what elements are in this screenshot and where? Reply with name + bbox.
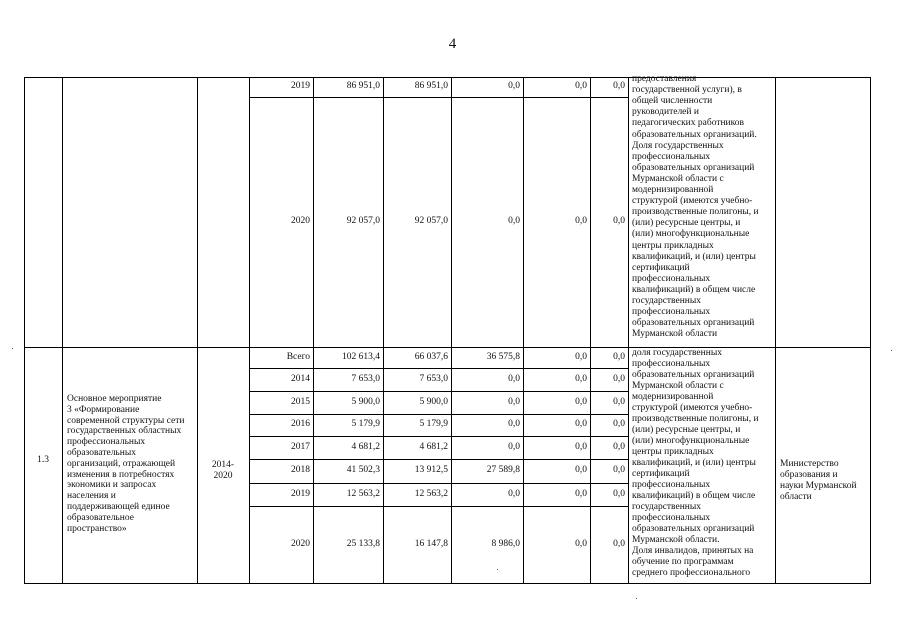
indicator-text: сертификаций [632, 262, 690, 273]
table-grid-line [197, 77, 198, 584]
amount-cell: 0,0 [613, 216, 625, 226]
amount-cell: 13 912,5 [414, 465, 448, 475]
table-grid-line [870, 77, 871, 584]
indicator-text: (или) многофункциональные [632, 229, 750, 240]
indicator-text: профессиональных [632, 480, 711, 490]
indicator-text: среднего профессионального [632, 568, 751, 578]
indicator-text: педагогических работников [632, 118, 745, 129]
amount-cell: 4 681,2 [351, 442, 380, 452]
year-cell: 2020 [291, 216, 310, 226]
year-cell: 2016 [291, 419, 310, 429]
amount-cell: 0,0 [613, 489, 625, 499]
amount-cell: 5 900,0 [419, 397, 448, 407]
amount-cell: 0,0 [508, 216, 520, 226]
indicator-text: центры прикладных [632, 240, 714, 251]
table-grid-line [590, 77, 591, 584]
table-grid-line [249, 459, 629, 460]
activity-text: 3 «Формирование [67, 404, 140, 415]
year-cell: 2019 [291, 489, 310, 499]
activity-text: профессиональных [67, 437, 146, 448]
indicator-text: Доля государственных [632, 140, 724, 151]
amount-cell: 16 147,8 [414, 539, 448, 549]
amount-cell: 66 037,6 [414, 352, 448, 362]
amount-cell: 86 951,0 [346, 81, 380, 91]
executor-text: науки Мурманской [780, 481, 857, 491]
scan-speck [636, 598, 637, 599]
table-grid-line [249, 391, 629, 392]
table-grid-line [249, 483, 629, 484]
indicator-text: Мурманской области [632, 329, 718, 340]
amount-cell: 0,0 [575, 465, 587, 475]
amount-cell: 0,0 [575, 352, 587, 362]
scan-speck [12, 348, 13, 349]
amount-cell: 25 133,8 [346, 539, 380, 549]
amount-cell: 0,0 [508, 374, 520, 384]
year-cell: Всего [286, 352, 310, 362]
indicator-text: государственной услуги), в [632, 85, 742, 96]
activity-text: изменения в потребностях [67, 469, 175, 480]
indicator-text: квалификаций, и (или) центры [632, 458, 756, 468]
activity-text: государственных областных [67, 426, 182, 437]
indicator-text: Доля инвалидов, принятых на [632, 546, 754, 556]
activity-text: образовательных [67, 448, 136, 458]
table-grid-line [313, 77, 314, 584]
table-grid-line [383, 77, 384, 584]
indicator-text: общей численности [632, 96, 713, 107]
indicator-text: производственные полигоны, и [632, 207, 759, 218]
indicator-text: профессиональных [632, 273, 711, 284]
indicator-text: квалификаций, и (или) центры [632, 251, 756, 262]
activity-text: Основное мероприятие [67, 394, 162, 404]
activity-text: организаций, отражающей [67, 458, 176, 469]
amount-cell: 0,0 [508, 419, 520, 429]
amount-cell: 12 563,2 [414, 489, 448, 499]
amount-cell: 0,0 [613, 81, 625, 91]
year-cell: 2015 [291, 397, 310, 407]
activity-text: экономики и запросах [67, 480, 157, 491]
amount-cell: 5 179,9 [351, 419, 380, 429]
indicator-text: обучение по программам [632, 557, 734, 567]
indicator-text: Мурманской области. [632, 535, 720, 545]
indicator-text: доля государственных [632, 348, 722, 358]
amount-cell: 92 057,0 [414, 216, 448, 226]
indicator-text: сертификаций [632, 469, 690, 479]
activity-text: пространство» [67, 523, 127, 534]
amount-cell: 0,0 [575, 397, 587, 407]
indicator-text: структурой (имеются учебно- [632, 196, 753, 207]
amount-cell: 0,0 [575, 419, 587, 429]
table-grid-line [24, 77, 25, 584]
indicator-text: профессиональных [632, 307, 711, 318]
amount-cell: 0,0 [575, 442, 587, 452]
table-grid-line [249, 368, 629, 369]
indicator-text: образовательных организаций [632, 524, 755, 534]
amount-cell: 102 613,4 [342, 352, 380, 362]
scan-speck [497, 569, 498, 570]
table-grid-line [249, 436, 629, 437]
year-cell: 2019 [291, 81, 310, 91]
activity-text: образовательное [67, 512, 134, 523]
activity-text: современной структуры сети [67, 415, 185, 426]
activity-text: поддерживающей единое [67, 502, 170, 512]
amount-cell: 0,0 [508, 489, 520, 499]
table-grid-line [249, 77, 250, 584]
executor-text: области [780, 492, 812, 502]
amount-cell: 12 563,2 [346, 489, 380, 499]
amount-cell: 36 575,8 [486, 352, 520, 362]
table-grid-line [249, 414, 629, 415]
indicator-text: (или) многофункциональные [632, 436, 750, 446]
indicator-text: образовательных организаций. [632, 129, 757, 140]
table-grid-line [451, 77, 452, 584]
table-grid-line [249, 97, 629, 98]
year-cell: 2014 [291, 374, 310, 384]
amount-cell: 92 057,0 [346, 216, 380, 226]
indicator-text: государственных [632, 502, 702, 512]
row-number: 1.3 [37, 455, 49, 465]
amount-cell: 5 179,9 [419, 419, 448, 429]
amount-cell: 8 986,0 [491, 539, 520, 549]
period-text: 2020 [213, 471, 233, 481]
amount-cell: 0,0 [575, 374, 587, 384]
amount-cell: 0,0 [575, 216, 587, 226]
indicator-text: квалификаций) в общем числе [632, 491, 756, 501]
amount-cell: 0,0 [575, 489, 587, 499]
amount-cell: 0,0 [508, 442, 520, 452]
amount-cell: 0,0 [575, 539, 587, 549]
amount-cell: 41 502,3 [346, 465, 380, 475]
table-grid-line [24, 77, 871, 78]
amount-cell: 0,0 [613, 539, 625, 549]
table-grid-line [62, 77, 63, 584]
amount-cell: 0,0 [508, 81, 520, 91]
indicator-text: Мурманской области с [632, 381, 724, 391]
table-grid-line [523, 77, 524, 584]
amount-cell: 0,0 [508, 397, 520, 407]
executor-text: образования и [780, 470, 838, 480]
table-grid-line [775, 77, 776, 584]
amount-cell: 86 951,0 [414, 81, 448, 91]
indicator-text: модернизированной [632, 392, 714, 402]
indicator-text: структурой (имеются учебно- [632, 403, 753, 413]
indicator-text: (или) ресурсные центры, и [632, 218, 741, 229]
period-text: 2014- [211, 460, 235, 470]
indicator-text: центры прикладных [632, 447, 714, 457]
indicator-text: образовательных организаций [632, 162, 755, 173]
amount-cell: 4 681,2 [419, 442, 448, 452]
amount-cell: 0,0 [613, 397, 625, 407]
amount-cell: 7 653,0 [419, 374, 448, 384]
indicator-text: образовательных организаций [632, 370, 755, 380]
activity-text: населения и [67, 491, 116, 502]
year-cell: 2017 [291, 442, 310, 452]
indicator-text: профессиональных [632, 513, 711, 523]
table-grid-line [628, 77, 629, 584]
executor-text: Министерство [780, 459, 839, 469]
indicator-text: профессиональных [632, 359, 711, 369]
indicator-text: руководителей и [632, 107, 699, 118]
indicator-text: модернизированной [632, 185, 714, 195]
year-cell: 2018 [291, 465, 310, 475]
amount-cell: 5 900,0 [351, 397, 380, 407]
amount-cell: 7 653,0 [351, 374, 380, 384]
year-cell: 2020 [291, 539, 310, 549]
indicator-text: образовательных организаций [632, 318, 755, 329]
table-grid-line [24, 347, 871, 348]
table-grid-line [249, 506, 629, 507]
indicator-text: государственных [632, 296, 702, 306]
indicator-text: производственные полигоны, и [632, 414, 759, 424]
indicator-text: профессиональных [632, 151, 711, 162]
indicator-text: квалификаций) в общем числе [632, 284, 756, 295]
table-grid-line [24, 583, 871, 584]
indicator-text: (или) ресурсные центры, и [632, 425, 741, 435]
indicator-text: Мурманской области с [632, 173, 724, 184]
amount-cell: 0,0 [613, 442, 625, 452]
amount-cell: 0,0 [613, 465, 625, 475]
amount-cell: 0,0 [575, 81, 587, 91]
amount-cell: 27 589,8 [486, 465, 520, 475]
amount-cell: 0,0 [613, 419, 625, 429]
indicator-text: предоставления [632, 74, 697, 84]
scan-speck [891, 350, 892, 351]
page-number: 4 [448, 36, 457, 52]
amount-cell: 0,0 [613, 352, 625, 362]
amount-cell: 0,0 [613, 374, 625, 384]
